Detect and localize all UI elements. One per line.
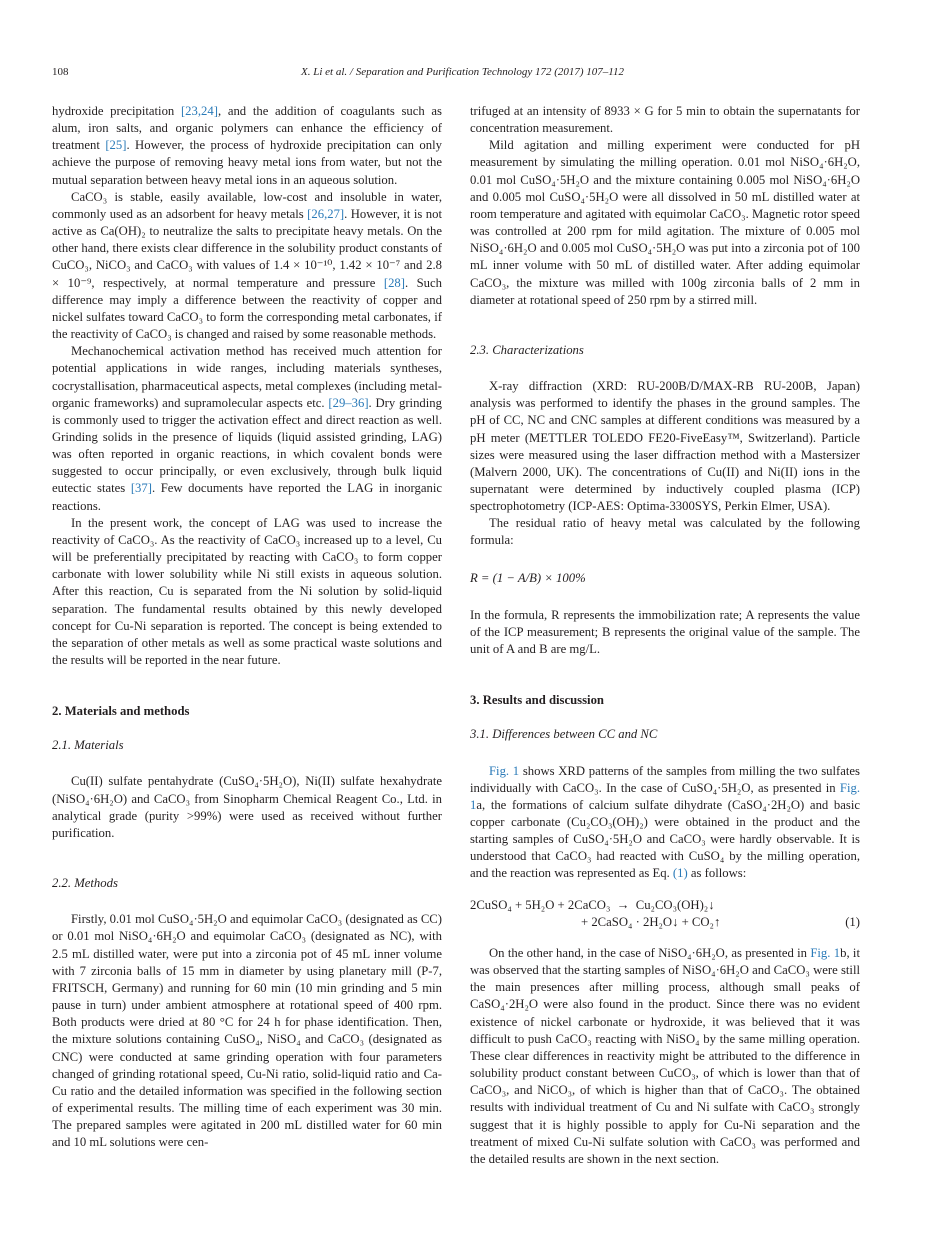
- paragraph-text: . However, the process of hydroxide precipitation can only achieve the purpose of removing heavy metal ions from water, but not the mutual separation between heavy metal ions in an aqueous solution.: [52, 138, 442, 187]
- equation: [470, 570, 860, 587]
- citation-link[interactable]: [25]: [105, 138, 127, 153]
- paragraph: [470, 515, 860, 549]
- paragraph-text: X-ray diffraction (XRD: RU-200B/D/MAX-RB RU-200B, Japan) analysis was performed to identify the phases in the ground samples. The pH of CC, NC and CNC samples at different conditions was measured by a pH meter (METTLER TOLEDO FE20-FiveEasy™, Switzerland). Particle sizes were measured using the laser diffraction method with a Mastersizer (Malvern 2000, UK). The concentrations of Cu(II) and Ni(II) ions in the supernatant were determined by inductively coupled plasma (ICP) spectrophotometry (ICP-AES: Optima-3300SYS, Perkin Elmer, USA).: [470, 379, 860, 514]
- paragraph: [52, 343, 442, 515]
- paragraph: [470, 607, 860, 658]
- paragraph-text: trifuged at an intensity of 8933 × G for 5 min to obtain the supernatants for concentration measurement.: [470, 104, 860, 136]
- paragraph-text: On the other hand, in the case of NiSO₄·6H₂O, as presented in: [489, 945, 811, 960]
- running-head: X. Li et al. / Separation and Purification Technology 172 (2017) 107–112: [301, 66, 624, 78]
- equation-text: R = (1 − A/B) × 100%: [470, 570, 586, 585]
- paragraph-text: . However, it is not active as Ca(OH)₂ to neutralize the salts to precipitate heavy metals. On the other hand, there exists clear difference in the solubility product constants of CuCO₃, NiCO₃ and CaCO₃ with values of 1.4 × 10⁻¹⁰, 1.42 × 10⁻⁷ and 2.8 × 10⁻⁹, respectively, at normal temperature and pressure: [52, 206, 442, 290]
- figure-link[interactable]: Fig. 1: [470, 780, 860, 812]
- subsection-heading: 3.1. Differences between CC and NC: [470, 727, 658, 742]
- equation-line: [470, 897, 860, 914]
- paragraph-text: Cu(II) sulfate pentahydrate (CuSO₄·5H₂O), Ni(II) sulfate hexahydrate (NiSO₄·6H₂O) and CaCO₃ from Sinopharm Chemical Reagent Co., Ltd. in analytical grade (purity >99%) were used as received without further purification.: [52, 774, 442, 840]
- paragraph-text: , and the addition of coagulants such as alum, iron salts, and organic polymers can enhance the efficiency of treatment: [52, 104, 442, 153]
- paragraph-text: as follows:: [687, 866, 747, 881]
- paragraph-text: Firstly, 0.01 mol CuSO₄·5H₂O and equimolar CaCO₃ (designated as CC) or 0.01 mol NiSO₄·6H₂O and equimolar CaCO₃ (designated as NC), with 2.5 mL distilled water, were put into a zirconia pot of 45 mL inner volume with 7 zirconia balls of 15 mm in diameter by using planetary mill (P-7, FRITSCH, Germany) and running for 60 min (10 min grinding and 5 min pause in turn) under ambient atmosphere at rotational speed of 400 rpm. Both products were dried at 80 °C for 24 h for phase identification. Then, the mixture solutions containing CuSO₄, NiSO₄ and CaCO₃ (designated as CNC) were conducted at same grinding operation with four parameters changed of grinding rotational speed, Cu-Ni ratio, solid-liquid ratio and Ca-Cu ratio and the detailed information was specified in the following section of experimental results. The milling time of each experiment was 30 min. The prepared samples were agitated in 200 mL distilled water for 60 min and 10 mL solutions were cen-: [52, 912, 442, 1150]
- paragraph: [52, 773, 442, 842]
- subsection-heading: 2.2. Methods: [52, 876, 118, 891]
- section-heading: 3. Results and discussion: [470, 693, 604, 708]
- page-number: 108: [52, 66, 69, 78]
- paragraph-text: In the present work, the concept of LAG was used to increase the reactivity of CaCO₃. As the reactivity of CaCO₃ increased up to a level, Cu will be preferentially precipitated by reacting with CaCO₃ to form copper carbonate with lower solubility while Ni still exists in aqueous solution. After this reaction, Cu is separated from the Ni solution by solid-liquid separation. The fundamental results obtained by this newly developed concept for Cu-Ni separation is reported. The concept is being extended to the separation of other metals as well as some practical waste solutions and the results will be reported in the near future.: [52, 515, 442, 667]
- paragraph: [470, 137, 860, 309]
- paragraph-text: CaCO₃ is stable, easily available, low-cost and insoluble in water, commonly used as an adsorbent for heavy metals: [52, 189, 442, 221]
- citation-link[interactable]: [28]: [383, 275, 405, 290]
- equation-number: (1): [845, 914, 860, 929]
- equation: [470, 897, 860, 931]
- paragraph-text: b, it was observed that the starting samples of NiSO₄·6H₂O and CaCO₃ were still the main presences after milling process, although small peaks of CaSO₄·2H₂O were also found in the product. Since there was no evident existence of nickel carbonate or hydroxide, it was believed that it was difficult to push CaCO₃ reacting with NiSO₄ by the same milling operation. These clear differences in reactivity might be attributed to the difference in solubility product constant between CuCO₃, of which is lower than that of CaCO₃, and NiCO₃, of which is higher than that of CaCO₃. The obtained results with individual treatment of Cu and Ni sulfate with CaCO₃ strongly suggest that it is highly possible to apply for Cu-Ni separation and the treatment of mixed Cu-Ni sulfate solution with CaCO₃ was performed and the detailed results are shown in the next section.: [470, 945, 860, 1166]
- paragraph-text: In the formula, R represents the immobilization rate; A represents the value of the ICP measurement; B represents the original value of the sample. The unit of A and B are mg/L.: [470, 607, 860, 657]
- paragraph: [470, 945, 860, 1168]
- citation-link[interactable]: [29–36]: [328, 395, 369, 410]
- equation-link[interactable]: (1): [672, 866, 688, 881]
- section-heading: 2. Materials and methods: [52, 704, 190, 719]
- paragraph: [470, 763, 860, 883]
- figure-link[interactable]: Fig. 1: [489, 763, 520, 778]
- paragraph-text: . Few documents have reported the LAG in inorganic reactions.: [52, 481, 442, 513]
- figure-link[interactable]: Fig. 1: [810, 945, 841, 960]
- right-column: [470, 103, 860, 1168]
- paragraph: [52, 515, 442, 669]
- equation-line: [470, 570, 860, 587]
- paragraph-text: The residual ratio of heavy metal was calculated by the following formula:: [470, 516, 860, 548]
- equation-line: [470, 914, 860, 931]
- equation-text: 2CuSO₄ + 5H₂O + 2CaCO₃ → Cu₂CO₃(OH)₂↓: [470, 897, 715, 912]
- citation-link[interactable]: [23,24]: [180, 104, 218, 118]
- paragraph: [470, 103, 860, 137]
- paragraph-text: a, the formations of calcium sulfate dihydrate (CaSO₄·2H₂O) and basic copper carbonate (Cu₂CO₃(OH)₂) were obtained in the product and the starting samples of CuSO₄·5H₂O and CaCO₃ were hardly observable. It is understood that CaCO₃ had reacted with CuSO₄ by the milling operation, and the reaction was represented as Eq.: [470, 797, 860, 881]
- left-column: [52, 103, 442, 1151]
- paragraph: [52, 103, 442, 189]
- citation-link[interactable]: [26,27]: [307, 206, 345, 221]
- paragraph-text: Mild agitation and milling experiment were conducted for pH measurement by simulating the milling operation. 0.01 mol NiSO₄·6H₂O, 0.01 mol CuSO₄·5H₂O and the mixture containing 0.005 mol NiSO₄·6H₂O and 0.005 mol CuSO₄·5H₂O were all dissolved in 50 mL distilled water at room temperature and agitated with equimolar CaCO₃. Magnetic rotor speed was controlled at 200 rpm for mild agitation. The mixture of 0.005 mol NiSO₄·6H₂O and 0.005 mol CuSO₄·5H₂O was put into a zirconia pot of 100 mL inner volume with 50 mL of distilled water. After adding equimolar CaCO₃, the mixture was milled with 100g zirconia balls of 2 mm in diameter at rotational speed of 250 rpm by a stirred mill.: [470, 138, 860, 307]
- subsection-heading: 2.3. Characterizations: [470, 342, 584, 357]
- citation-link[interactable]: [37]: [130, 481, 152, 496]
- paragraph-text: hydroxide precipitation: [52, 104, 181, 118]
- paragraph-text: . Dry grinding is commonly used to trigger the activation effect and direct reaction as well. Grinding solids in the presence of liquids (liquid assisted grinding, LAG) was often reported in organic reactions, in which covalent bonds were suggested to occur principally, or even exclusively, through bulk liquid eutectic states: [52, 395, 442, 496]
- subsection-heading: 2.1. Materials: [52, 738, 124, 753]
- equation-text: + 2CaSO₄ · 2H₂O↓ + CO₂↑: [470, 914, 721, 929]
- paragraph-text: shows XRD patterns of the samples from milling the two sulfates individually with CaCO₃. In the case of CuSO₄·5H₂O, as presented in: [470, 763, 860, 795]
- paragraph: [52, 911, 442, 1151]
- paragraph-text: . Such difference may imply a difference between the reactivity of copper and nickel sulfates toward CaCO₃ to form the corresponding metal carbonates, if the reactivity of CaCO₃ is changed and raised by some reasonable methods.: [52, 275, 443, 342]
- paragraph: [470, 378, 860, 515]
- paragraph-text: Mechanochemical activation method has received much attention for potential applications in wide ranges, including materials syntheses, cocrystallisation, pharmaceutical aspects, metal complexes (including metal-organic frameworks) and supramolecular aspects etc.: [52, 344, 442, 410]
- paragraph: [52, 189, 442, 343]
